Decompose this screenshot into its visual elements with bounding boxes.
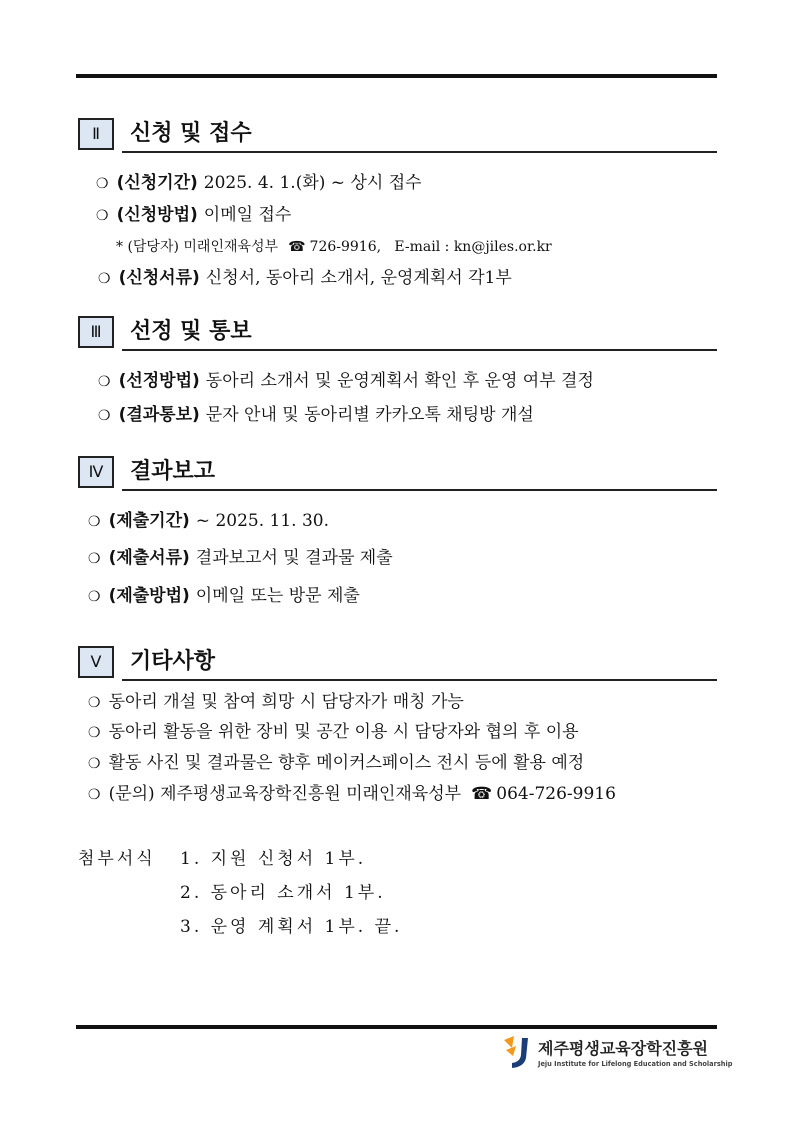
contact-prefix: * (담당자) 미래인재육성부 (116, 239, 279, 255)
list-item (88, 585, 360, 608)
list-item (96, 172, 422, 195)
phone-icon: ☎ (288, 239, 306, 255)
section-header-application (78, 118, 717, 154)
bullet-circle-icon: ❍ (88, 725, 101, 741)
list-item (98, 404, 534, 427)
contact-email: E-mail : kn@jiles.or.kr (394, 239, 552, 255)
contact-note (116, 237, 552, 257)
item-text: 활동 사진 및 결과물은 향후 메이커스페이스 전시 등에 활용 예정 (108, 753, 585, 773)
list-item (96, 204, 291, 227)
org-logo (500, 1034, 733, 1074)
section-number: Ⅱ (78, 118, 114, 150)
top-rule (76, 74, 717, 78)
bullet-circle-icon: ❍ (88, 589, 101, 605)
list-item (88, 783, 616, 806)
section-header-report (78, 456, 717, 492)
item-text: 2025. 4. 1.(화) ~ 상시 접수 (203, 173, 422, 193)
bullet-circle-icon: ❍ (96, 208, 109, 224)
item-text: 이메일 또는 방문 제출 (195, 586, 360, 606)
item-key: (신청서류) (118, 268, 200, 288)
section-number: Ⅴ (78, 646, 114, 678)
bullet-circle-icon: ❍ (96, 176, 109, 192)
item-text: 이메일 접수 (203, 205, 292, 225)
section-title: 결과보고 (130, 459, 216, 484)
attachment-line: 1. 지원 신청서 1부. (180, 849, 367, 869)
section-header-selection (78, 316, 717, 352)
org-name: 제주평생교육장학진흥원 (538, 1039, 709, 1058)
section-title: 신청 및 접수 (130, 121, 252, 146)
section-number: Ⅳ (78, 456, 114, 488)
list-item (88, 752, 584, 775)
item-key: (제출방법) (108, 586, 190, 606)
list-item (88, 510, 329, 533)
attachment-line: 3. 운영 계획서 1부. 끝. (180, 917, 403, 937)
item-text: 문자 안내 및 동아리별 카카오톡 채팅방 개설 (205, 405, 534, 425)
section-title: 기타사항 (130, 649, 216, 674)
list-item (88, 721, 579, 744)
item-text: 동아리 소개서 및 운영계획서 확인 후 운영 여부 결정 (205, 371, 594, 391)
section-number: Ⅲ (78, 316, 114, 348)
bullet-circle-icon: ❍ (88, 551, 101, 567)
list-item (88, 691, 464, 714)
section-underline (122, 349, 717, 351)
item-key: (신청방법) (116, 205, 198, 225)
section-underline (122, 489, 717, 491)
section-title: 선정 및 통보 (130, 319, 252, 344)
inquiry-phone: 064-726-9916 (496, 784, 616, 804)
org-subtitle: Jeju Institute for Lifelong Education and Scholarship (538, 1060, 733, 1068)
list-item (88, 547, 393, 570)
attachment-line: 2. 동아리 소개서 1부. (180, 883, 386, 903)
item-key: (선정방법) (118, 371, 200, 391)
item-text: ~ 2025. 11. 30. (195, 511, 329, 531)
item-key: (제출서류) (108, 548, 190, 568)
bullet-circle-icon: ❍ (98, 374, 111, 390)
item-text: 동아리 활동을 위한 장비 및 공간 이용 시 담당자와 협의 후 이용 (108, 722, 579, 742)
contact-phone: 726-9916, (309, 239, 382, 255)
bullet-circle-icon: ❍ (88, 695, 101, 711)
section-underline (122, 151, 717, 153)
bullet-circle-icon: ❍ (98, 271, 111, 287)
list-item (98, 370, 594, 393)
bullet-circle-icon: ❍ (88, 756, 101, 772)
phone-icon: ☎ (471, 784, 493, 804)
item-text: 결과보고서 및 결과물 제출 (195, 548, 393, 568)
item-text: (문의) 제주평생교육장학진흥원 미래인재육성부 (108, 784, 462, 804)
attachments-label: 첨부서식 (78, 849, 156, 869)
item-key: (제출기간) (108, 511, 190, 531)
item-text: 신청서, 동아리 소개서, 운영계획서 각1부 (205, 268, 512, 288)
bullet-circle-icon: ❍ (88, 787, 101, 803)
list-item (98, 267, 512, 290)
section-header-misc (78, 646, 717, 682)
item-text: 동아리 개설 및 참여 희망 시 담당자가 매칭 가능 (108, 692, 464, 712)
bullet-circle-icon: ❍ (88, 514, 101, 530)
item-key: (결과통보) (118, 405, 200, 425)
item-key: (신청기간) (116, 173, 198, 193)
bullet-circle-icon: ❍ (98, 408, 111, 424)
bottom-rule (76, 1025, 717, 1029)
section-underline (122, 679, 717, 681)
org-emblem-icon (500, 1034, 534, 1070)
